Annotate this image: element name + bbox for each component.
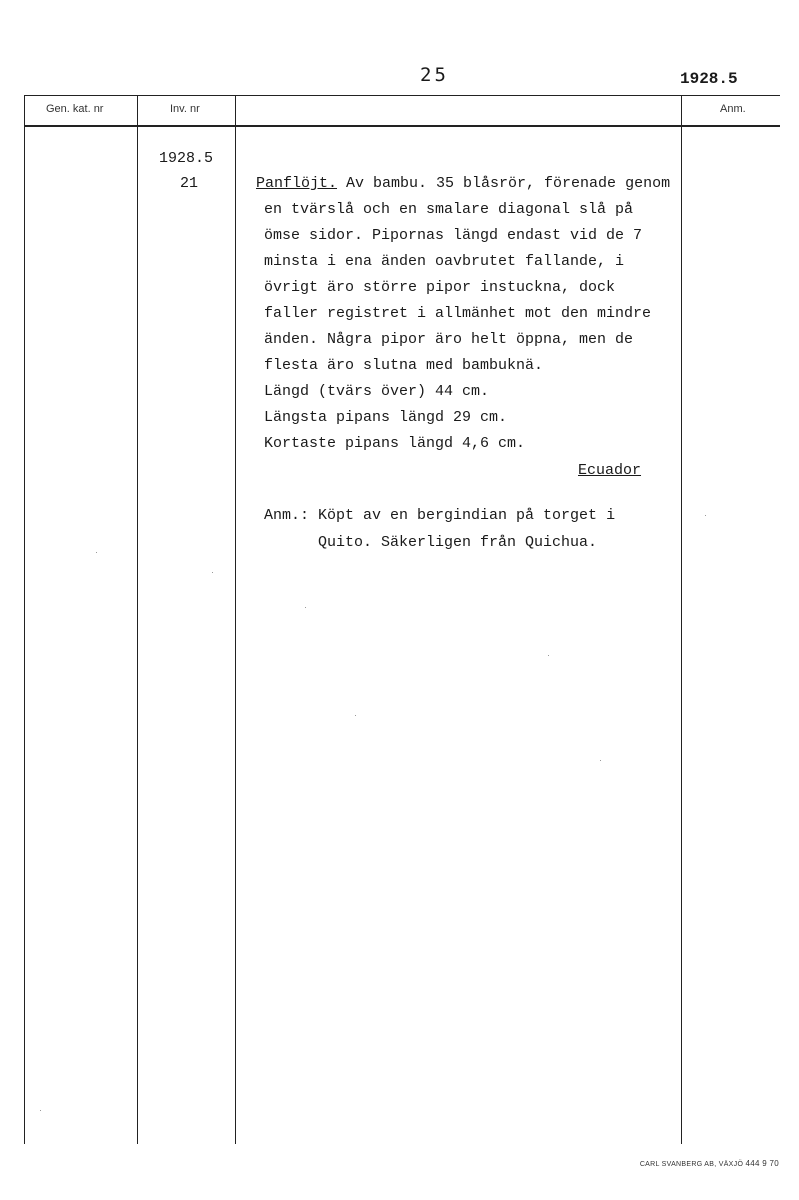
- description-line: minsta i ena änden oavbrutet fallande, i: [264, 253, 625, 270]
- description-line: Panflöjt. Av bambu. 35 blåsrör, förenade genom: [256, 175, 671, 192]
- inventory-number: 21: [180, 175, 199, 192]
- description-line: en tvärslå och en smalare diagonal slå på: [264, 201, 634, 218]
- page-number: 25: [420, 64, 449, 86]
- column-rule-description: [235, 95, 236, 1144]
- description-line: övrigt äro större pipor instuckna, dock: [264, 279, 616, 296]
- column-rule-anm: [681, 95, 682, 1144]
- column-header-gen-kat-nr: Gen. kat. nr: [46, 103, 104, 115]
- scan-speck: [305, 607, 306, 608]
- description-line: änden. Några pipor äro helt öppna, men de: [264, 331, 634, 348]
- scan-speck: [600, 760, 601, 761]
- origin-label: Ecuador: [578, 462, 642, 479]
- entry-title: Panflöjt.: [256, 175, 338, 192]
- description-line: ömse sidor. Pipornas längd endast vid de 7: [264, 227, 643, 244]
- remark-line: Quito. Säkerligen från Quichua.: [318, 534, 598, 551]
- form-code: 444 9 70: [745, 1159, 779, 1168]
- remark-label: Anm.:: [264, 507, 310, 524]
- scan-speck: [705, 515, 706, 516]
- printer-imprint: CARL SVANBERG AB, VÄXJÖ 444 9 70: [639, 1159, 779, 1168]
- scan-speck: [96, 552, 97, 553]
- measurement-line: Längd (tvärs över) 44 cm.: [264, 383, 490, 400]
- scan-speck: [548, 655, 549, 656]
- column-rule-inv: [137, 95, 138, 1144]
- remark-line: Anm.: Köpt av en bergindian på torget i: [264, 507, 616, 524]
- column-header-anm: Anm.: [720, 103, 746, 115]
- scan-speck: [355, 715, 356, 716]
- measurement-line: Längsta pipans längd 29 cm.: [264, 409, 508, 426]
- catalog-reference: 1928.5: [680, 70, 738, 88]
- description-line: faller registret i allmänhet mot den mindre: [264, 305, 652, 322]
- collection-number: 1928.5: [159, 150, 214, 167]
- column-rule-left: [24, 95, 25, 1144]
- scan-speck: [40, 1110, 41, 1111]
- description-line: flesta äro slutna med bambuknä.: [264, 357, 544, 374]
- column-header-inv-nr: Inv. nr: [170, 103, 200, 115]
- scan-speck: [212, 572, 213, 573]
- measurement-line: Kortaste pipans längd 4,6 cm.: [264, 435, 526, 452]
